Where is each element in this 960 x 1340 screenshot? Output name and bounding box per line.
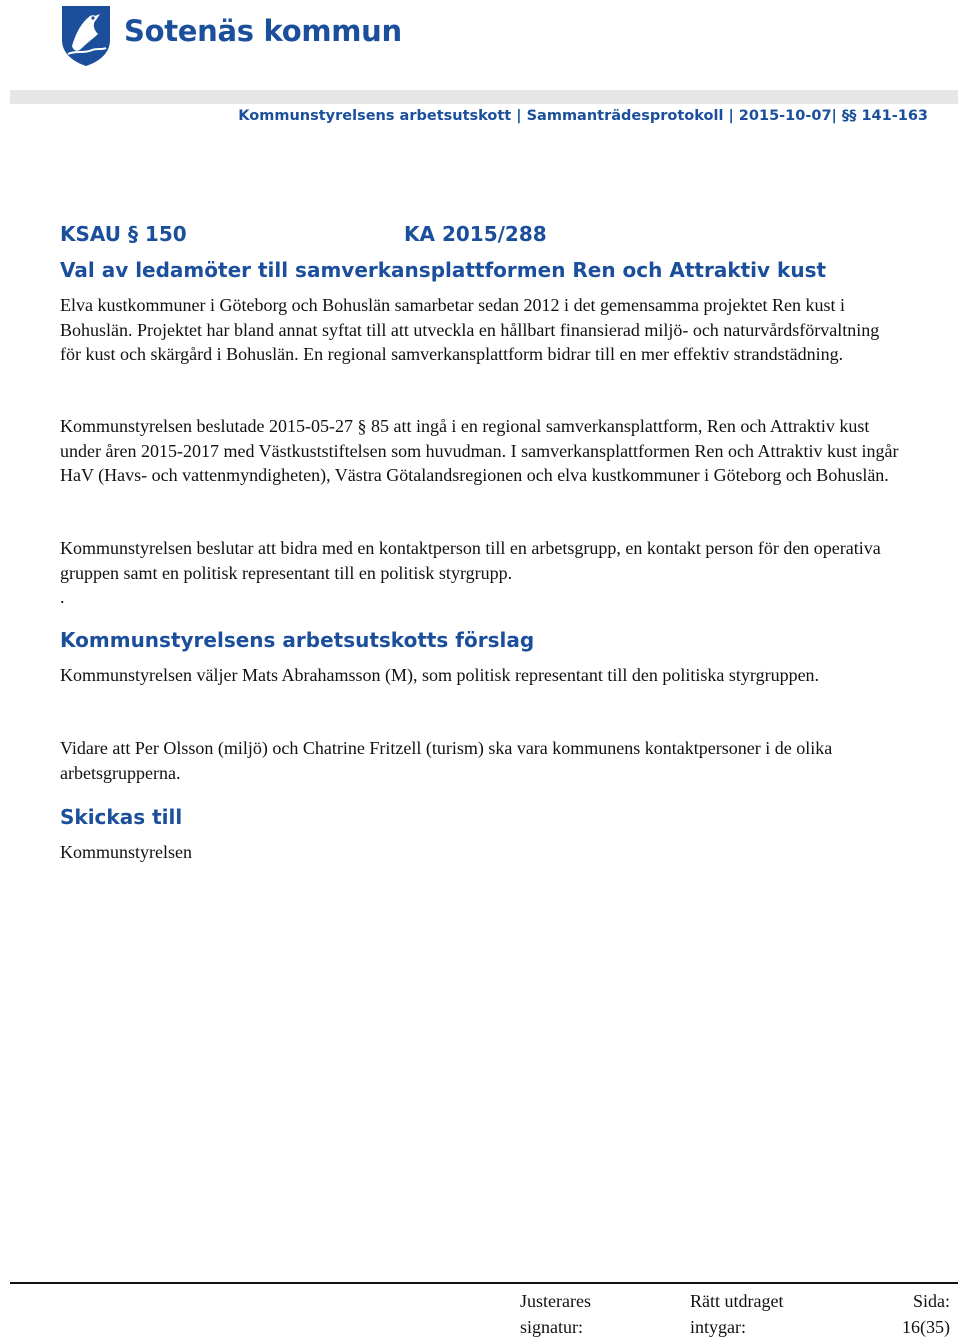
page-number: 16(35) <box>902 1317 950 1337</box>
send-to-heading: Skickas till <box>60 805 183 829</box>
send-to-recipient: Kommunstyrelsen <box>60 842 192 862</box>
paragraph-contribution: Kommunstyrelsen beslutar att bidra med en kontaktperson till en arbetsgrupp, en kontakt person för den operativa gruppen samt en politisk representant till en politisk styrgrupp. <box>60 538 881 583</box>
adjusters-signature-label: signatur: <box>520 1317 583 1337</box>
proposal-heading: Kommunstyrelsens arbetsutskotts förslag <box>60 628 535 652</box>
footer-rule <box>10 1282 958 1284</box>
case-reference: KA 2015/288 <box>404 222 547 246</box>
page-title: Val av ledamöter till samverkansplattformen Ren och Attraktiv kust <box>60 258 827 282</box>
proposal-paragraph-2: Vidare att Per Olsson (miljö) och Chatrine Fritzell (turism) ska vara kommunens kontaktpersoner i de olika arbetsgrupperna. <box>60 738 833 783</box>
footer-page <box>902 1288 950 1340</box>
paragraph-decision: Kommunstyrelsen beslutade 2015-05-27 § 85 att ingå i en regional samverkansplattform, Ren och Attraktiv kust under åren 2015-2017 med Västkuststiftelsen som huvudman. I samverkansplattformen Ren och Attraktiv kust ingår HaV (Havs- och vattenmyndigheten), Västra Götalandsregionen och elva kustkommuner i Göteborg och Bohuslän. <box>60 416 899 485</box>
certified-label: Rätt utdraget <box>690 1291 784 1311</box>
sotenas-logo <box>60 4 402 68</box>
proposal-paragraph-1: Kommunstyrelsen väljer Mats Abrahamsson (M), som politisk representant till den politiska styrgruppen. <box>60 665 820 685</box>
footer-certified <box>690 1288 783 1340</box>
case-row <box>60 222 547 246</box>
certified-label-2: intygar: <box>690 1317 746 1337</box>
header-rule <box>10 90 958 104</box>
logo-wordmark: Sotenäs kommun <box>124 14 402 48</box>
paragraph-dot: . <box>60 587 65 607</box>
protocol-header: Kommunstyrelsens arbetsutskott | Sammanträdesprotokoll | 2015-10-07| §§ 141-163 <box>238 108 928 124</box>
case-number: KSAU § 150 <box>60 222 187 246</box>
page-label: Sida: <box>912 1291 950 1311</box>
adjusters-label: Justerares <box>520 1291 591 1311</box>
paragraph-background: Elva kustkommuner i Göteborg och Bohuslän samarbetar sedan 2012 i det gemensamma projektet Ren kust i Bohuslän. Projektet har bland annat syftat till att utveckla en hållbart finansierad miljö- och naturvårdsförvaltning för kust och skärgård i Bohuslän. En regional samverkansplattform bidrar till en mer effektiv strandstädning. <box>60 295 880 364</box>
footer-adjusters <box>520 1288 591 1340</box>
municipal-shield-icon <box>60 4 112 68</box>
